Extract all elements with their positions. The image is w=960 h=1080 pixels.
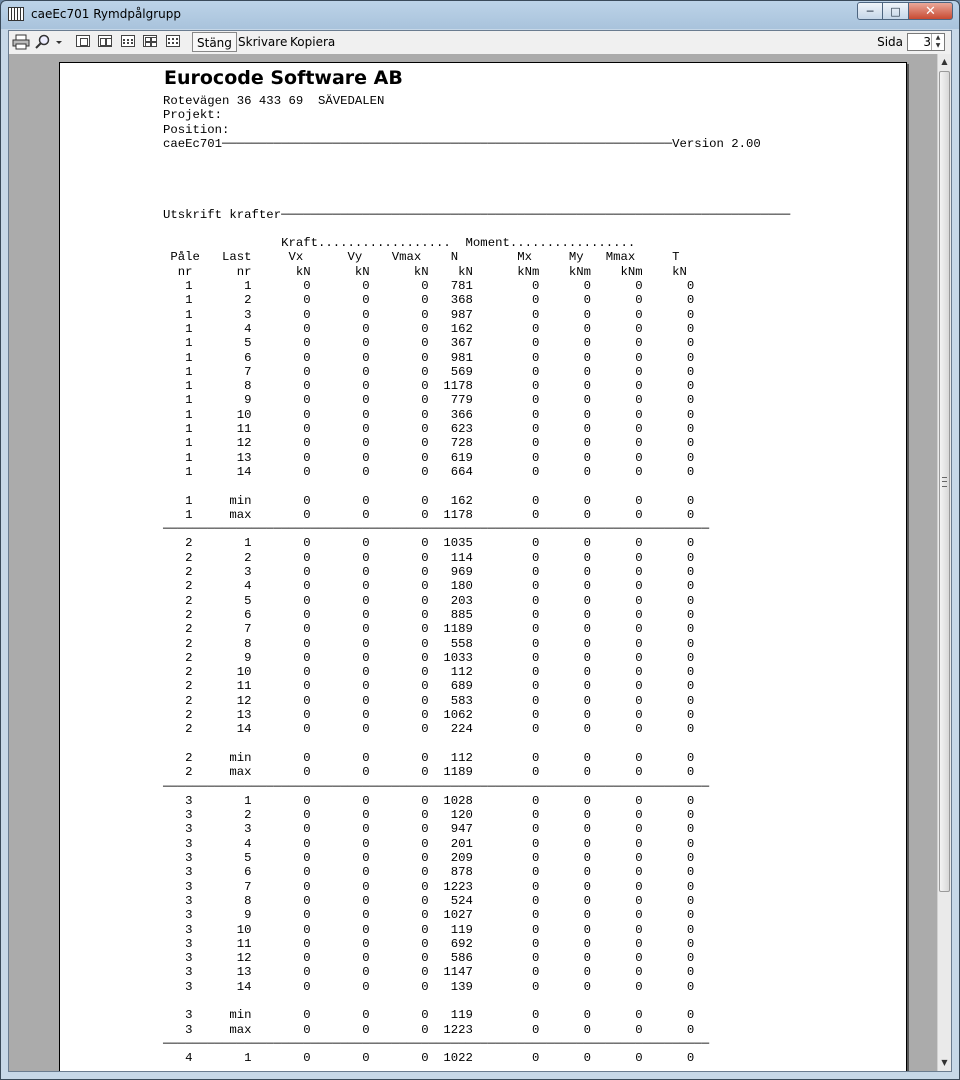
window-title: caeEc701 Rymdpålgrupp bbox=[31, 7, 182, 21]
printer-icon[interactable] bbox=[12, 34, 30, 50]
app-icon bbox=[8, 7, 24, 21]
preview-area[interactable] bbox=[9, 54, 937, 1071]
page-1-icon[interactable] bbox=[76, 35, 90, 47]
page-4-icon[interactable] bbox=[143, 35, 157, 47]
page-label: Sida bbox=[877, 35, 903, 49]
spin-arrows-icon[interactable]: ▲ ▼ bbox=[931, 34, 944, 50]
table-row: 2 2 0 0 0 114 0 0 0 0 bbox=[163, 550, 695, 565]
table-row: 3 3 0 0 0 947 0 0 0 0 bbox=[163, 822, 695, 837]
header-line: caeEc701─────────────────────────────────────────────────────────────Version 2.00 bbox=[163, 136, 761, 151]
table-row: 2 5 0 0 0 203 0 0 0 0 bbox=[163, 593, 695, 608]
table-row: 2 3 0 0 0 969 0 0 0 0 bbox=[163, 565, 695, 579]
table-row: 1 14 0 0 0 664 0 0 0 0 bbox=[163, 464, 695, 479]
table-row: 3 11 0 0 0 692 0 0 0 0 bbox=[163, 936, 695, 951]
table-row: 3 6 0 0 0 878 0 0 0 0 bbox=[163, 865, 695, 880]
summary-row: 2 max 0 0 0 1189 0 0 0 0 bbox=[163, 765, 695, 780]
summary-row: 1 min 0 0 0 162 0 0 0 0 bbox=[163, 493, 695, 508]
table-row: 3 7 0 0 0 1223 0 0 0 0 bbox=[163, 879, 695, 894]
table-row: 2 8 0 0 0 558 0 0 0 0 bbox=[163, 636, 695, 651]
table-row: 3 9 0 0 0 1027 0 0 0 0 bbox=[163, 908, 695, 923]
table-row: 2 14 0 0 0 224 0 0 0 0 bbox=[163, 722, 695, 737]
row-separator: ────────────────────────────────────────────────────────────────────────── bbox=[163, 522, 710, 537]
minimize-button[interactable]: ─ bbox=[857, 2, 883, 20]
scroll-down-icon[interactable]: ▼ bbox=[941, 1058, 948, 1067]
client-area bbox=[8, 30, 952, 1072]
page-3-icon[interactable] bbox=[121, 35, 135, 47]
summary-row: 1 max 0 0 0 1178 0 0 0 0 bbox=[163, 507, 695, 522]
table-row: 1 5 0 0 0 367 0 0 0 0 bbox=[163, 336, 695, 351]
close-window-button[interactable]: ✕ bbox=[909, 2, 953, 20]
table-row: 3 4 0 0 0 201 0 0 0 0 bbox=[163, 836, 695, 851]
print-button[interactable]: Skrivare bbox=[238, 35, 288, 49]
vertical-scrollbar[interactable] bbox=[937, 54, 951, 1071]
table-row: 2 4 0 0 0 180 0 0 0 0 bbox=[163, 579, 695, 594]
table-row: 1 13 0 0 0 619 0 0 0 0 bbox=[163, 450, 695, 465]
row-separator: ────────────────────────────────────────────────────────────────────────── bbox=[163, 1036, 710, 1051]
summary-row: 3 max 0 0 0 1223 0 0 0 0 bbox=[163, 1022, 695, 1037]
title-bar[interactable] bbox=[1, 1, 959, 29]
table-row: 1 1 0 0 0 781 0 0 0 0 bbox=[163, 279, 695, 293]
chevron-down-icon[interactable] bbox=[54, 34, 64, 50]
table-row: 3 10 0 0 0 119 0 0 0 0 bbox=[163, 922, 695, 937]
toolbar bbox=[9, 31, 951, 55]
table-row: 1 12 0 0 0 728 0 0 0 0 bbox=[163, 436, 695, 451]
section-title: Utskrift krafter───────────────────────────────────────────────────────────────────── bbox=[163, 208, 791, 222]
table-row: 1 3 0 0 0 987 0 0 0 0 bbox=[163, 307, 695, 322]
table-row: 1 11 0 0 0 623 0 0 0 0 bbox=[163, 422, 695, 436]
zoom-icon[interactable] bbox=[34, 34, 52, 50]
maximize-button[interactable]: □ bbox=[883, 2, 909, 20]
table-row: 2 11 0 0 0 689 0 0 0 0 bbox=[163, 679, 695, 694]
table-row: 2 1 0 0 0 1035 0 0 0 0 bbox=[163, 536, 695, 551]
column-header-line: Kraft.................. Moment................. bbox=[163, 236, 636, 250]
table-row: 2 10 0 0 0 112 0 0 0 0 bbox=[163, 665, 695, 680]
table-row: 3 2 0 0 0 120 0 0 0 0 bbox=[163, 808, 695, 823]
table-row: 3 14 0 0 0 139 0 0 0 0 bbox=[163, 979, 695, 994]
table-row: 2 12 0 0 0 583 0 0 0 0 bbox=[163, 693, 695, 708]
table-row: 1 6 0 0 0 981 0 0 0 0 bbox=[163, 350, 695, 365]
page-2-icon[interactable] bbox=[98, 35, 112, 47]
table-row: 1 7 0 0 0 569 0 0 0 0 bbox=[163, 364, 695, 379]
close-button[interactable]: Stäng bbox=[192, 32, 237, 52]
company-name: Eurocode Software AB bbox=[164, 67, 403, 89]
table-row: 1 9 0 0 0 779 0 0 0 0 bbox=[163, 393, 695, 408]
scroll-up-icon[interactable]: ▲ bbox=[941, 57, 948, 66]
table-row: 1 10 0 0 0 366 0 0 0 0 bbox=[163, 407, 695, 422]
table-row: 3 1 0 0 0 1028 0 0 0 0 bbox=[163, 793, 695, 808]
copy-button[interactable]: Kopiera bbox=[290, 35, 336, 49]
column-header-line: nr nr kN kN kN kN kNm kNm kNm kN bbox=[163, 264, 687, 279]
table-row: 3 13 0 0 0 1147 0 0 0 0 bbox=[163, 965, 695, 980]
scroll-thumb[interactable] bbox=[939, 71, 950, 892]
table-row: 3 8 0 0 0 524 0 0 0 0 bbox=[163, 893, 695, 908]
page-number-value[interactable]: 3 bbox=[923, 35, 931, 49]
header-line: Position: bbox=[163, 122, 230, 137]
summary-row: 2 min 0 0 0 112 0 0 0 0 bbox=[163, 750, 695, 765]
page-6-icon[interactable] bbox=[166, 35, 180, 47]
summary-row: 3 min 0 0 0 119 0 0 0 0 bbox=[163, 1008, 695, 1023]
header-line: Projekt: bbox=[163, 108, 223, 123]
table-row: 2 9 0 0 0 1033 0 0 0 0 bbox=[163, 650, 695, 665]
table-row: 1 2 0 0 0 368 0 0 0 0 bbox=[163, 293, 695, 308]
table-row: 1 8 0 0 0 1178 0 0 0 0 bbox=[163, 379, 695, 394]
table-row: 3 12 0 0 0 586 0 0 0 0 bbox=[163, 951, 695, 966]
printed-page bbox=[59, 62, 907, 1071]
page-spinner[interactable] bbox=[907, 33, 945, 51]
table-row: 2 6 0 0 0 885 0 0 0 0 bbox=[163, 607, 695, 622]
table-row: 4 1 0 0 0 1022 0 0 0 0 bbox=[163, 1051, 695, 1066]
column-header-line: Påle Last Vx Vy Vmax N Mx My Mmax T bbox=[163, 250, 680, 265]
table-row: 2 7 0 0 0 1189 0 0 0 0 bbox=[163, 622, 695, 637]
table-row: 1 4 0 0 0 162 0 0 0 0 bbox=[163, 321, 695, 336]
header-line: Rotevägen 36 433 69 SÄVEDALEN bbox=[163, 94, 385, 108]
table-row: 3 5 0 0 0 209 0 0 0 0 bbox=[163, 851, 695, 865]
table-row: 2 13 0 0 0 1062 0 0 0 0 bbox=[163, 708, 695, 722]
row-separator: ────────────────────────────────────────────────────────────────────────── bbox=[163, 779, 710, 794]
